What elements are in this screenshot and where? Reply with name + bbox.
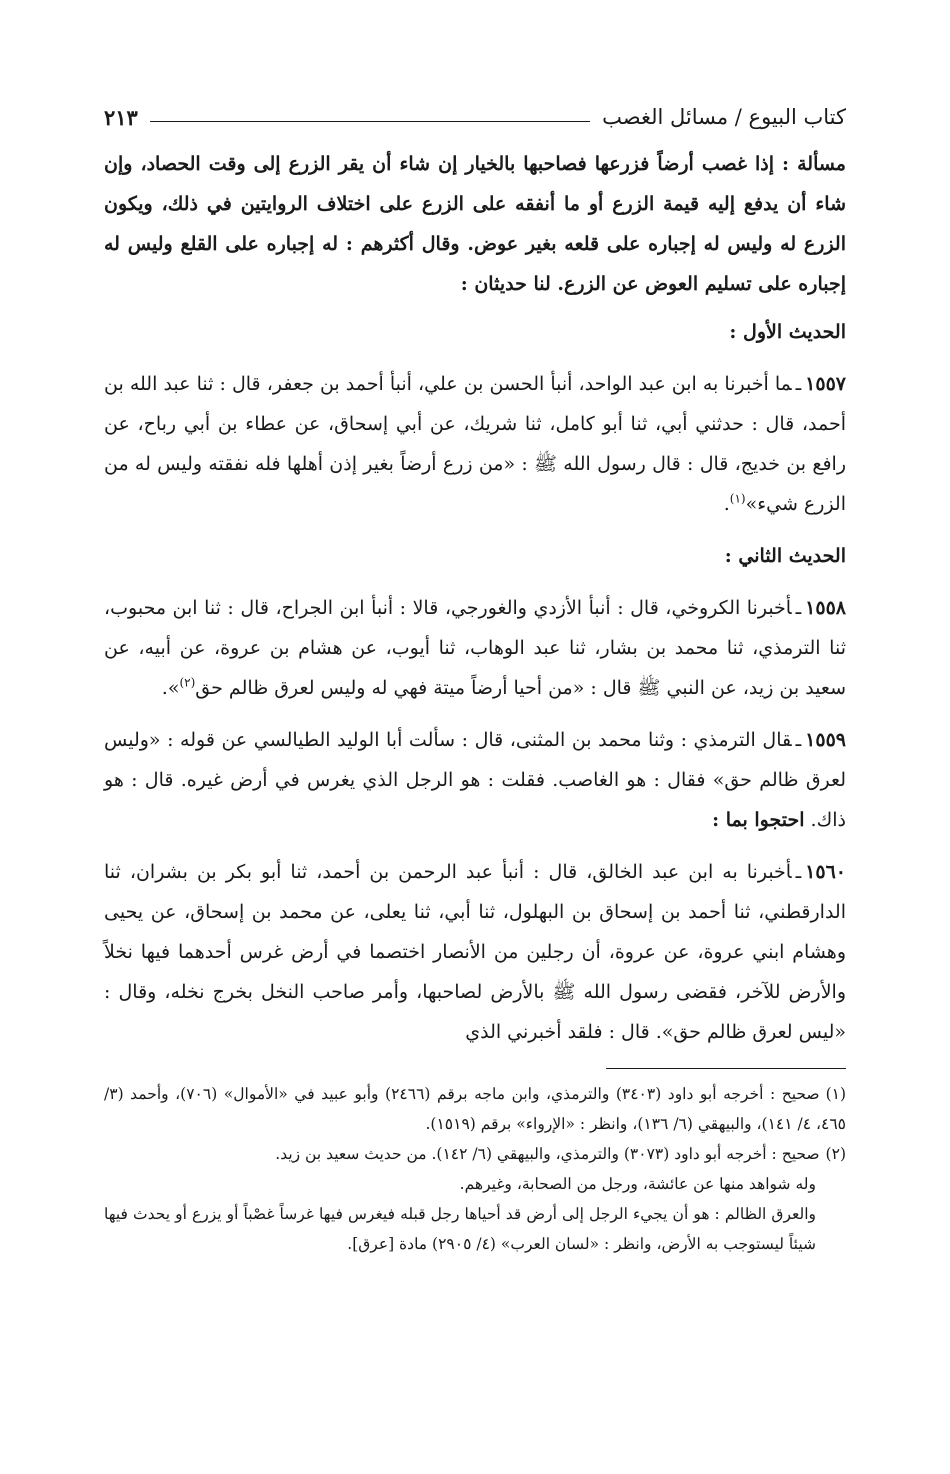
footnote-divider [606,1068,846,1069]
hadith-tail: ». [161,677,180,699]
footnote-label: (٢) [825,1145,846,1163]
hadith-1557: ١٥٥٧ـما أخبرنا به ابن عبد الواحد، أنبأ الحسن بن علي، أنبأ أحمد بن جعفر، قال : ثنا عبد الله بن أحمد، قال : حدثني أبي، ثنا أبو كامل، ثنا شريك، عن أبي إسحاق، عن عطاء بن أبي رباح، عن رافع بن خديج، قال : قال رسول الله ﷺ : «من زرع أرضاً بغير إذن أهلها فله نفقته وليس له من الزرع شيء»$^{(١)}$. [104,373,846,515]
header-title: كتاب البيوع / مسائل الغصب [602,105,846,129]
hadith-text: ما أخبرنا به ابن عبد الواحد، أنبأ الحسن بن علي، أنبأ أحمد بن جعفر، قال : ثنا عبد الله بن أحمد، قال : حدثني أبي، ثنا أبو كامل، ثنا شريك، عن أبي إسحاق، عن عطاء بن أبي رباح، عن رافع بن خديج، قال : قال رسول الله ﷺ : «من زرع أرضاً بغير إذن أهلها فله نفقته وليس له من الزرع شيء» [104,373,846,515]
hadith-1559: ١٥٥٩ـقال الترمذي : وثنا محمد بن المثنى، قال : سألت أبا الوليد الطيالسي عن قوله : «وليس لعرق ظالم حق» فقال : هو الغاصب. فقلت : هو الرجل الذي يغرس في أرض غيره. قال : هو ذاك. احتجوا بما : [104,729,846,831]
footnote-ref[interactable]: (٢) [179,675,196,690]
footnote-ref[interactable]: (١) [729,491,746,506]
footnote-text: صحيح : أخرجه أبو داود (٣٤٠٣) والترمذي، وابن ماجه برقم (٢٤٦٦) وأبو عبيد في «الأموال» (٧٠٦)، وأحمد (٣/ ٤٦٥، ٤/ ١٤١)، والبيهقي (٦/ ١٣٦)، وانظر : «الإرواء» برقم (١٥١٩). [104,1085,846,1133]
hadith-bold-tail: احتجوا بما : [712,809,805,831]
hadith-number: ١٥٦٠ [805,861,846,883]
hadith-number: ١٥٥٨ [805,597,846,619]
hadith-number: ١٥٥٧ [805,373,846,395]
page-number: ٢١٣ [104,105,138,130]
hadith-1560: ١٥٦٠ـأخبرنا به ابن عبد الخالق، قال : أنبأ عبد الرحمن بن أحمد، ثنا أبو بكر بن بشران، ثنا الدارقطني، ثنا أحمد بن إسحاق بن البهلول، ثنا أبي، ثنا يعلى، عن محمد بن إسحاق، عن يحيى وهشام ابني عروة، عن عروة، أن رجلين من الأنصار اختصما في أرض غرس أحدهما فيها نخلاً والأرض للآخر، فقضى رسول الله ﷺ بالأرض لصاحبها، وأمر صاحب النخل بخرج نخله، وقال : «ليس لعرق ظالم حق». قال : فلقد أخبرني الذي [104,861,846,1043]
header-rule [150,121,590,122]
section-heading-second: الحديث الثاني : [724,545,846,567]
footnotes [104,1079,846,1259]
hadith-1558: ١٥٥٨ـأخبرنا الكروخي، قال : أنبأ الأزدي والغورجي، قالا : أنبأ ابن الجراح، قال : ثنا ابن محبوب، ثنا الترمذي، ثنا محمد بن بشار، ثنا عبد الوهاب، ثنا أيوب، عن هشام بن عروة، عن أبيه، عن سعيد بن زيد، عن النبي ﷺ قال : «من أحيا أرضاً ميتة فهي له وليس لعرق ظالم حق$^{(٢)}$». [104,597,846,699]
hadith-text: أخبرنا الكروخي، قال : أنبأ الأزدي والغورجي، قالا : أنبأ ابن الجراح، قال : ثنا ابن محبوب، ثنا الترمذي، ثنا محمد بن بشار، ثنا عبد الوهاب، ثنا أيوب، عن هشام بن عروة، عن أبيه، عن سعيد بن زيد، عن النبي ﷺ قال : «من أحيا أرضاً ميتة فهي له وليس لعرق ظالم حق [104,597,846,699]
footnote-2-extra: وله شواهد منها عن عائشة، ورجل من الصحابة، وغيرهم. [459,1175,816,1193]
footnote-text: صحيح : أخرجه أبو داود (٣٠٧٣) والترمذي، والبيهقي (٦/ ١٤٢). من حديث سعيد بن زيد. [275,1145,820,1163]
hadith-number: ١٥٥٩ [805,729,846,751]
footnote-2 [104,1139,846,1169]
hadith-text: قال الترمذي : وثنا محمد بن المثنى، قال : سألت أبا الوليد الطيالسي عن قوله : «وليس لعرق ظالم حق» فقال : هو الغاصب. فقلت : هو الرجل الذي يغرس في أرض غيره. قال : هو ذاك. [104,729,846,831]
main-text [104,144,846,1052]
hadith-text: أخبرنا به ابن عبد الخالق، قال : أنبأ عبد الرحمن بن أحمد، ثنا أبو بكر بن بشران، ثنا الدارقطني، ثنا أحمد بن إسحاق بن البهلول، ثنا أبي، ثنا يعلى، عن محمد بن إسحاق، عن يحيى وهشام ابني عروة، عن عروة، أن رجلين من الأنصار اختصما في أرض غرس أحدهما فيها نخلاً والأرض للآخر، فقضى رسول الله ﷺ بالأرض لصاحبها، وأمر صاحب النخل بخرج نخله، وقال : «ليس لعرق ظالم حق». قال : فلقد أخبرني الذي [104,861,846,1043]
hadith-tail: . [723,493,730,515]
running-header [104,98,846,128]
glossary-note: والعرق الظالم : هو أن يجيء الرجل إلى أرض قد أحياها رجل قبله فيغرس فيها غرساً غصْباً أو يزرع أو يحدث فيها شيئاً ليستوجب به الأرض، وانظر : «لسان العرب» (٤/ ٢٩٠٥) مادة [عرق]. [104,1205,816,1253]
footnote-1 [104,1079,846,1139]
section-heading-first: الحديث الأول : [729,321,846,343]
issue-paragraph: مسألة : إذا غصب أرضاً فزرعها فصاحبها بالخيار إن شاء أن يقر الزرع إلى وقت الحصاد، وإن شاء أن يدفع إليه قيمة الزرع أو ما أنفقه على الزرع على اختلاف الروايتين في ذلك، ويكون الزرع له وليس له إجباره على قلعه بغير عوض. وقال أكثرهم : له إجباره على القلع وليس له إجباره على تسليم العوض عن الزرع. لنا حديثان : [104,153,846,295]
footnote-label: (١) [825,1085,847,1103]
